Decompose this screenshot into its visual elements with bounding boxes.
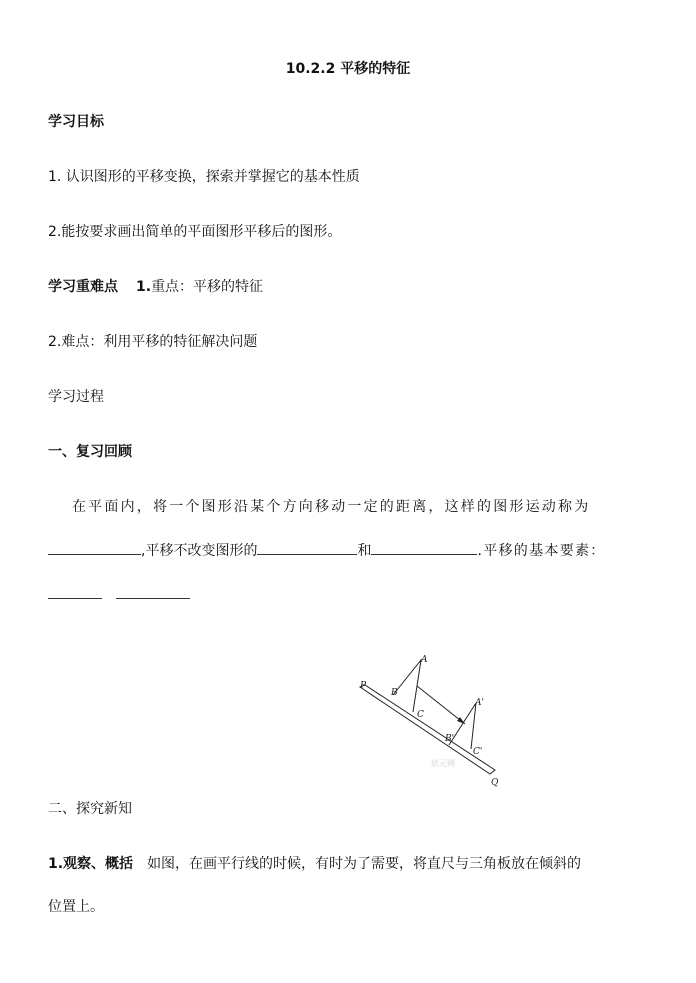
review-text-2b: 和 <box>357 543 372 559</box>
keypoints-line <box>48 277 263 297</box>
keypoint-1-text: 重点：平移的特征 <box>151 279 264 295</box>
goal-1: 1. 认识图形的平移变换，探索并掌握它的基本性质 <box>48 169 360 185</box>
blank-4 <box>48 584 102 599</box>
blank-1 <box>48 540 141 555</box>
blank-3 <box>371 540 477 555</box>
keypoints-heading: 学习重难点 <box>48 279 118 295</box>
review-text-2a: ,平移不改变图形的 <box>141 543 258 559</box>
page-title: 10.2.2 平移的特征 <box>285 61 411 77</box>
label-P: P <box>360 681 367 691</box>
review-text-2c: .平移的基本要素： <box>477 543 606 559</box>
observe-text-2: 位置上。 <box>48 899 104 915</box>
review-blanks-line <box>48 584 190 605</box>
label-A: A <box>421 655 428 665</box>
observe-line <box>48 854 581 874</box>
translation-figure <box>355 650 505 790</box>
observe-text-1: 如图，在画平行线的时候，有时为了需要，将直尺与三角板放在倾斜的 <box>147 856 582 872</box>
explore-heading: 二、探究新知 <box>48 801 132 817</box>
translation-arrow <box>417 686 465 724</box>
keypoint-1-prefix: 1. <box>136 279 152 295</box>
blank-2 <box>257 540 357 555</box>
explore-heading-line <box>48 799 132 819</box>
triangle-original <box>393 660 421 712</box>
observe-label: 1.观察、概括 <box>48 856 134 872</box>
review-text-2 <box>48 540 606 561</box>
goal-2: 2.能按要求画出简单的平面图形平移后的图形。 <box>48 224 342 240</box>
process-heading: 学习过程 <box>48 389 104 405</box>
figure-watermark: 状元网 <box>431 759 455 768</box>
label-C: C <box>417 710 424 720</box>
label-B: B <box>391 688 398 698</box>
goals-heading: 学习目标 <box>48 114 104 130</box>
label-C-prime: C' <box>473 747 483 757</box>
review-heading: 一、复习回顾 <box>48 444 132 460</box>
blank-5 <box>116 584 190 599</box>
label-Q: Q <box>491 778 499 788</box>
label-B-prime: B' <box>445 734 455 744</box>
keypoint-2: 2.难点：利用平移的特征解决问题 <box>48 334 258 350</box>
label-A-prime: A' <box>475 698 484 708</box>
review-text-1: 在平面内，将一个图形沿某个方向移动一定的距离，这样的图形运动称为 <box>72 499 591 515</box>
